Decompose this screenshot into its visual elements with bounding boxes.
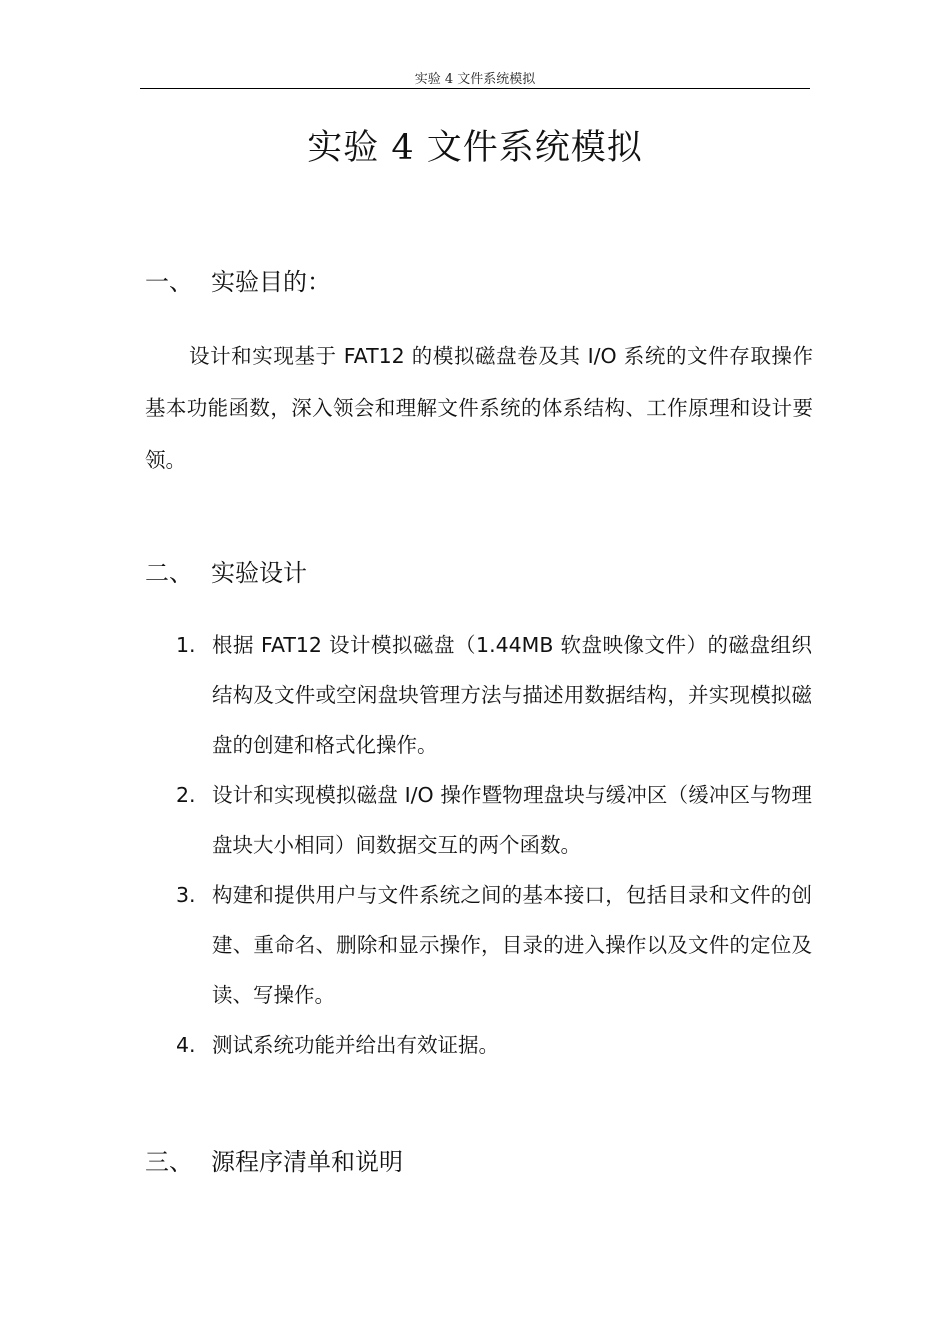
section-heading-design xyxy=(145,553,307,588)
list-item xyxy=(176,770,812,870)
document-title: 实验 4 文件系统模拟 xyxy=(307,128,643,168)
section-number: 一、 xyxy=(145,268,193,296)
section-label: 源程序清单和说明 xyxy=(211,1148,403,1176)
design-list xyxy=(176,620,812,1070)
purpose-paragraph: 设计和实现基于 FAT12 的模拟磁盘卷及其 I/O 系统的文件存取操作基本功能函数，深入领会和理解文件系统的体系结构、工作原理和设计要领。 xyxy=(145,344,813,472)
list-item-text: 根据 FAT12 设计模拟磁盘（1.44MB 软盘映像文件）的磁盘组织结构及文件或空闲盘块管理方法与描述用数据结构，并实现模拟磁盘的创建和格式化操作。 xyxy=(212,633,812,757)
list-item xyxy=(176,620,812,770)
section-heading-purpose xyxy=(145,262,331,297)
list-marker: 4. xyxy=(176,1033,196,1057)
section-number: 二、 xyxy=(145,559,193,587)
page-header: 实验 4 文件系统模拟 xyxy=(414,72,536,87)
header-divider xyxy=(140,88,810,89)
list-item xyxy=(176,870,812,1020)
list-marker: 2. xyxy=(176,783,196,807)
section-label: 实验设计 xyxy=(211,559,307,587)
list-marker: 3. xyxy=(176,883,196,907)
list-marker: 1. xyxy=(176,633,196,657)
list-item-text: 构建和提供用户与文件系统之间的基本接口，包括目录和文件的创建、重命名、删除和显示操作，目录的进入操作以及文件的定位及读、写操作。 xyxy=(212,883,812,1007)
list-item xyxy=(176,1020,812,1070)
section-heading-source xyxy=(145,1142,403,1177)
section-number: 三、 xyxy=(145,1148,193,1176)
list-item-text: 设计和实现模拟磁盘 I/O 操作暨物理盘块与缓冲区（缓冲区与物理盘块大小相同）间数据交互的两个函数。 xyxy=(212,783,812,857)
list-item-text: 测试系统功能并给出有效证据。 xyxy=(212,1033,499,1057)
section-label: 实验目的： xyxy=(211,268,331,296)
